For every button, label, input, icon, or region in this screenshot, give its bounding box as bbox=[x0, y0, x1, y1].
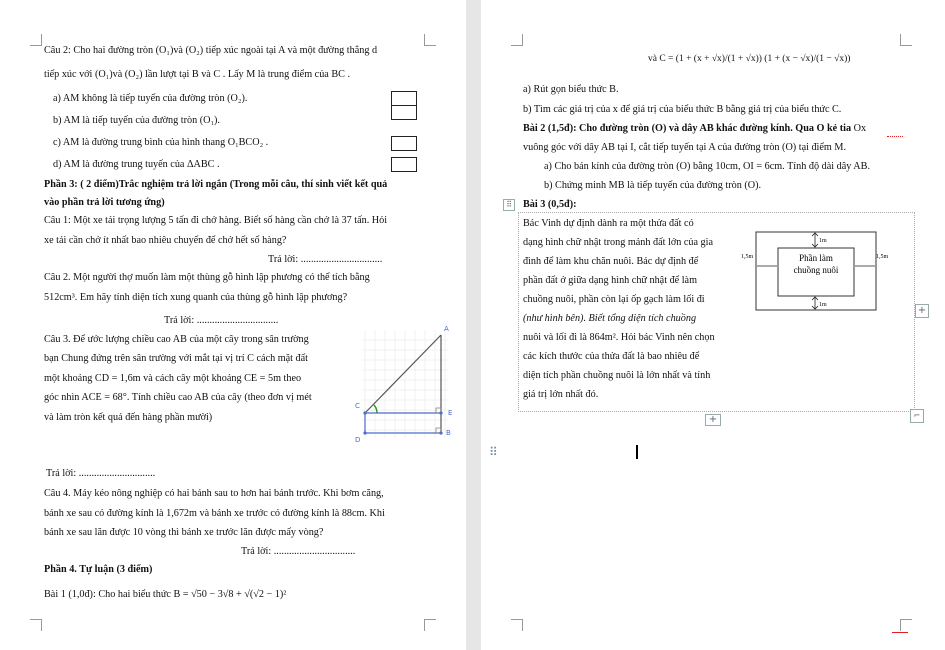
short-q2-line-2: 512cm³. Em hãy tính diện tích xung quanh của thùng gỗ hình lập phương? bbox=[44, 292, 348, 303]
part-3-heading-line-2: vào phần trả lời tương ứng) bbox=[44, 197, 165, 208]
exercise-3-line-8: các kích thước của thửa đất là bao nhiêu để bbox=[523, 351, 700, 362]
answer-checkbox-d[interactable] bbox=[391, 157, 417, 172]
angle-marker bbox=[374, 405, 377, 413]
exercise-3-line-9: diện tích phần chuồng nuôi là lớn nhất và tính bbox=[523, 370, 711, 381]
part-3-heading-line-1: Phần 3: ( 2 điểm)Trắc nghiệm trả lời ngắn (Trong mỗi câu, thí sinh viết kết quả bbox=[44, 179, 388, 190]
exercise-2-line-2: vuông góc với dây AB tại I, cắt tiếp tuyến tại A của đường tròn (O) tại điểm M. bbox=[523, 142, 846, 153]
table-resize-handle[interactable]: ⌐ bbox=[910, 409, 924, 423]
text-cursor bbox=[636, 445, 638, 459]
short-q4-line-2: bánh xe sau có đường kính là 1,672m và bánh xe trước có đường kính là 88cm. Khi bbox=[44, 508, 385, 519]
exercise-3-line-2: dạng hình chữ nhật trong mảnh đất lớn của gia bbox=[523, 237, 713, 248]
label-E: E bbox=[448, 409, 453, 417]
table-add-row-button[interactable]: + bbox=[705, 414, 721, 426]
dim-top-label: 1m bbox=[819, 238, 827, 244]
margin-corner-mark bbox=[30, 619, 42, 631]
exercise-1: Bài 1 (1,0đ): Cho hai biểu thức B = √50 − 3√8 + √(√2 − 1)² bbox=[44, 589, 287, 600]
exercise-2-line-1 bbox=[523, 122, 866, 135]
document-page-1 bbox=[0, 0, 466, 650]
grid-lines bbox=[362, 330, 448, 438]
document-page-2 bbox=[481, 0, 945, 650]
exercise-3-title: Bài 3 (0,5đ): bbox=[523, 199, 577, 210]
dim-bottom-label: 1m bbox=[819, 302, 827, 308]
option-c: c) AM là đường trung bình của hình thang O₁BCO₂ . bbox=[53, 137, 269, 148]
pen-label-2: chuồng nuôi bbox=[793, 265, 839, 275]
answer-checkbox-c[interactable] bbox=[391, 136, 417, 151]
pen-label-1: Phần làm bbox=[799, 253, 833, 263]
exercise-3-line-6: (như hình bên). Biết tổng diện tích chuồng bbox=[523, 313, 697, 324]
line-CA bbox=[365, 335, 441, 413]
exercise-2-text: Bài 2 (1,5đ): Cho đường tròn (O) và dây AB khác đường kính. Qua O kẻ tia bbox=[523, 123, 854, 134]
short-q2-line-1: Câu 2. Một người thợ muốn làm một thùng gỗ hình lập phương có thể tích bằng bbox=[44, 272, 370, 283]
short-q3-line-1: Câu 3. Để ước lượng chiều cao AB của một cây trong sân trường bbox=[44, 334, 309, 345]
spellcheck-underline-bottom[interactable] bbox=[892, 632, 908, 633]
farm-plot-diagram bbox=[738, 226, 896, 316]
margin-corner-mark bbox=[511, 619, 523, 631]
exercise-3-line-10: giá trị lớn nhất đó. bbox=[523, 389, 599, 400]
tree-height-figure bbox=[350, 320, 460, 445]
margin-corner-mark bbox=[900, 619, 912, 631]
exercise-3-line-7: nuôi và lối đi là 864m². Hỏi bác Vinh nên chọn bbox=[523, 332, 715, 343]
exercise-2-b: b) Chứng minh MB là tiếp tuyến của đường tròn (O). bbox=[544, 180, 762, 191]
answer-checkbox-a[interactable] bbox=[391, 91, 417, 106]
short-q3-line-5: và làm tròn kết quả đến hàng phần mười) bbox=[44, 412, 213, 423]
short-q3-line-4: góc nhìn ACE = 68°. Tính chiều cao AB của cây (theo đơn vị mét bbox=[44, 392, 312, 403]
short-q1-line-1: Câu 1: Một xe tải trọng lượng 5 tấn đi chở hàng. Biết số hàng cần chở là 37 tấn. Hỏi bbox=[44, 215, 388, 226]
option-a: a) AM không là tiếp tuyến của đường tròn (O₂). bbox=[53, 93, 248, 104]
short-q4-line-3: bánh xe sau lăn được 10 vòng thì bánh xe trước lăn được mấy vòng? bbox=[44, 527, 324, 538]
margin-corner-mark bbox=[424, 619, 436, 631]
short-q1-line-2: xe tải cần chở ít nhất bao nhiêu chuyến để chở hết số hàng? bbox=[44, 235, 287, 246]
answer-line-1: Trả lời: ................................ bbox=[268, 254, 383, 265]
answer-line-3: Trả lời: .............................. bbox=[46, 468, 156, 479]
short-q3-line-3: một khoảng CD = 1,6m và cách cây một khoảng CE = 5m theo bbox=[44, 373, 302, 384]
ox-word: Ox bbox=[853, 123, 867, 134]
dim-right-label: 1,5m bbox=[876, 254, 889, 260]
dim-left-label: 1,5m bbox=[741, 254, 754, 260]
label-A: A bbox=[444, 325, 449, 333]
exercise-3-line-5: chuồng nuôi, phần còn lại ốp gạch làm lối đi bbox=[523, 294, 705, 305]
paragraph-drag-handle[interactable]: ⠿ bbox=[489, 445, 498, 459]
margin-corner-mark bbox=[424, 34, 436, 46]
label-B: B bbox=[446, 429, 451, 437]
item-b: b) Tìm các giá trị của x để giá trị của biểu thức B bằng giá trị của biểu thức C. bbox=[523, 104, 842, 115]
question-2-line-2: tiếp xúc với (O₁)và (O₂) lần lượt tại B và C . Lấy M là trung điểm của BC . bbox=[44, 69, 351, 80]
formula-c: và C = (1 + (x + √x)/(1 + √x)) (1 + (x − √x)/(1 − √x)) bbox=[648, 54, 851, 64]
margin-corner-mark bbox=[900, 34, 912, 46]
exercise-2-a: a) Cho bán kính của đường tròn (O) bằng 10cm, OI = 6cm. Tính độ dài dây AB. bbox=[544, 161, 870, 172]
answer-line-4: Trả lời: ................................ bbox=[241, 546, 356, 557]
table-move-handle[interactable]: ⠿ bbox=[503, 199, 515, 211]
answer-line-2: Trả lời: ................................ bbox=[164, 315, 279, 326]
answer-checkbox-a2[interactable] bbox=[391, 105, 417, 120]
item-a: a) Rút gọn biểu thức B. bbox=[523, 84, 619, 95]
label-C: C bbox=[355, 402, 360, 410]
short-q3-line-2: bạn Chung đứng trên sân trường với mắt tại vị trí C cách mặt đất bbox=[44, 353, 308, 364]
exercise-3-line-1: Bác Vinh dự định dành ra một thửa đất có bbox=[523, 218, 694, 229]
option-d: d) AM là đường trung tuyến của ΔABC . bbox=[53, 159, 220, 170]
part-4-heading: Phần 4. Tự luận (3 điểm) bbox=[44, 564, 153, 575]
option-b: b) AM là tiếp tuyến của đường tròn (O₁). bbox=[53, 115, 220, 126]
margin-corner-mark bbox=[30, 34, 42, 46]
short-q4-line-1: Câu 4. Máy kéo nông nghiệp có hai bánh sau to hơn hai bánh trước. Khi bơm căng, bbox=[44, 488, 384, 499]
exercise-3-line-3: đình để làm khu chăn nuôi. Bác dự định để bbox=[523, 256, 699, 267]
table-add-column-button[interactable]: + bbox=[915, 304, 929, 318]
margin-corner-mark bbox=[511, 34, 523, 46]
question-2-line-1: Câu 2: Cho hai đường tròn (O₁)và (O₂) tiếp xúc ngoài tại A và một đường thẳng d bbox=[44, 45, 378, 56]
exercise-3-line-4: phần đất ở giữa dạng hình chữ nhật để làm bbox=[523, 275, 698, 286]
spellcheck-underline[interactable] bbox=[887, 136, 903, 137]
label-D: D bbox=[355, 436, 361, 444]
